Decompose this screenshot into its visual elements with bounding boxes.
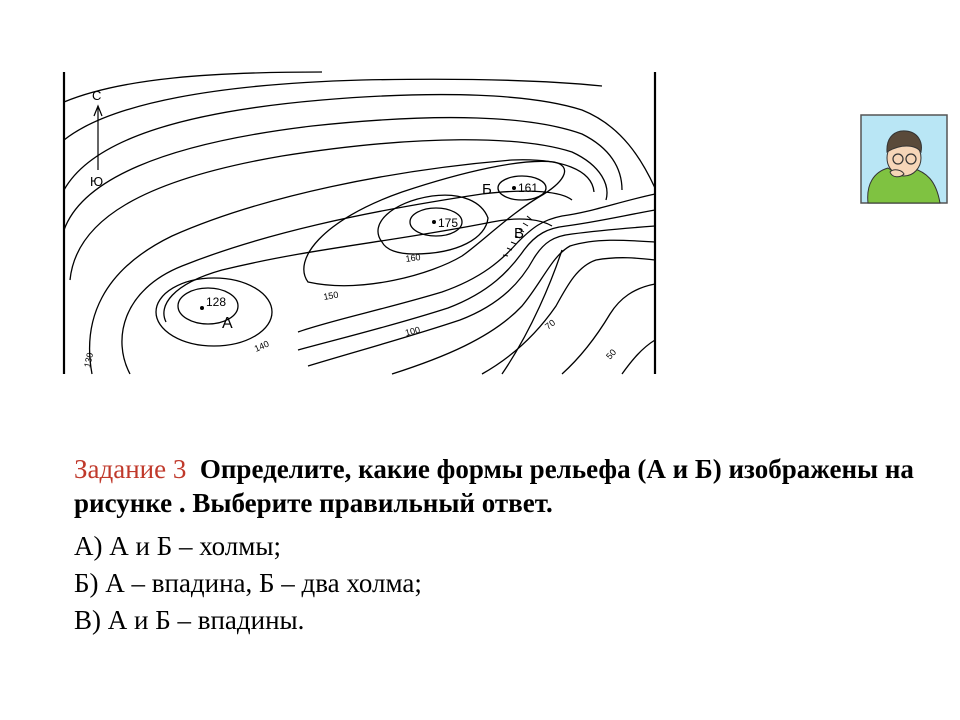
- task-question: [74, 452, 914, 520]
- point-a-label: А: [222, 315, 233, 332]
- contour-line: [482, 258, 655, 374]
- height-161: 161: [518, 181, 539, 195]
- contour-line: [308, 226, 655, 366]
- topographic-map: [62, 70, 658, 376]
- contour-160: [378, 195, 488, 254]
- contour-line: [64, 95, 655, 190]
- answer-options: [74, 528, 914, 639]
- contour-label-160: 160: [404, 251, 422, 264]
- contour-line: [64, 79, 602, 140]
- contour-label-140: 140: [252, 338, 271, 354]
- task-question-text: Определите, какие формы рельефа (А и Б) изображены на рисунке . Выберите правильный ответ.: [74, 454, 914, 518]
- contour-line: [64, 72, 322, 102]
- task-label: Задание 3: [74, 454, 187, 484]
- point-v-label: В: [514, 225, 525, 242]
- contour-label-50: 50: [604, 347, 619, 362]
- contour-label-130: 130: [82, 351, 96, 369]
- contour-line: [64, 118, 622, 230]
- thinking-boy-clipart: [860, 114, 948, 204]
- north-label: С: [92, 88, 102, 103]
- answer-option-b[interactable]: Б) А – впадина, Б – два холма;: [74, 568, 422, 598]
- contour-line: [622, 340, 655, 374]
- south-label: Ю: [90, 174, 104, 189]
- answer-option-a[interactable]: А) А и Б – холмы;: [74, 531, 282, 561]
- contour-label-150: 150: [322, 289, 340, 302]
- contour-line: [502, 250, 562, 374]
- peak-dot-175: [432, 220, 436, 224]
- peak-dot-128: [200, 306, 204, 310]
- peak-dot-161: [512, 186, 516, 190]
- height-175: 175: [438, 216, 459, 230]
- contour-50: [562, 284, 655, 374]
- contour-label-70: 70: [543, 317, 558, 332]
- answer-option-v[interactable]: В) А и Б – впадины.: [74, 605, 305, 635]
- contour-label-100: 100: [404, 324, 422, 338]
- height-128: 128: [206, 295, 227, 309]
- point-b-label: Б: [482, 181, 492, 198]
